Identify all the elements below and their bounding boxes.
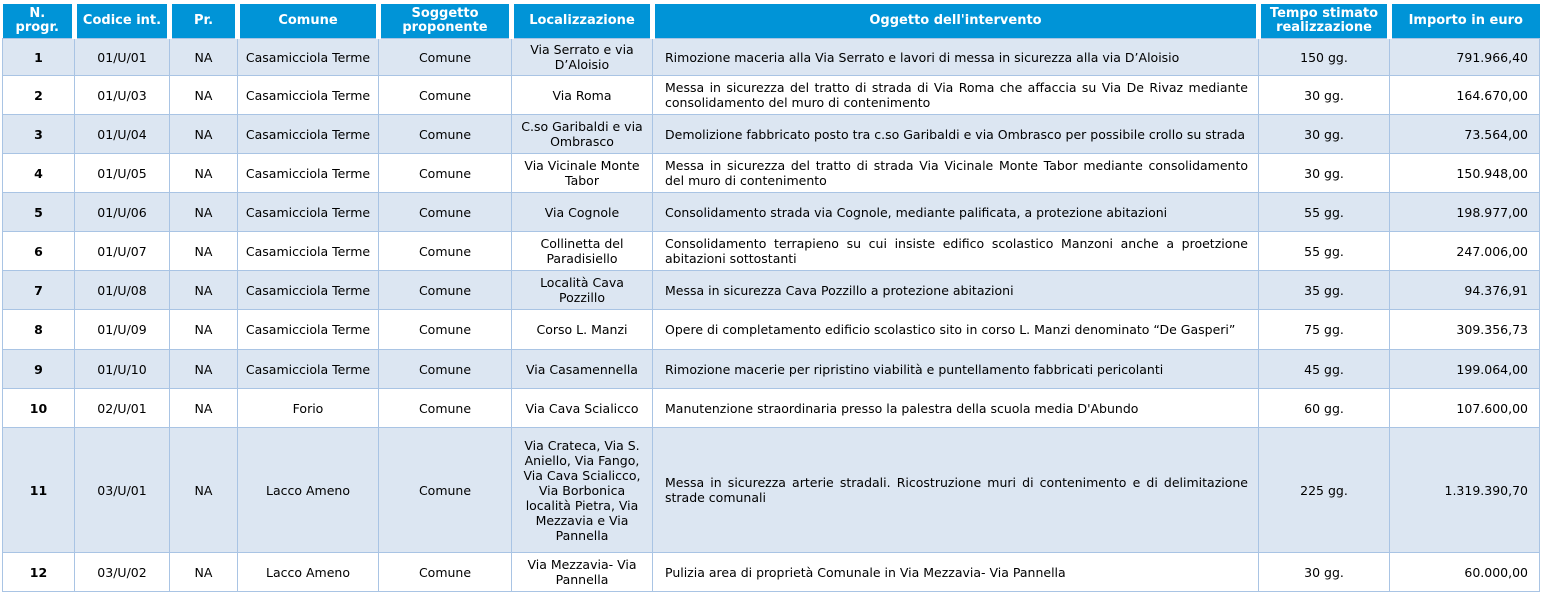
table-row <box>3 350 1540 389</box>
table-row <box>3 193 1540 232</box>
cell-tempo: 225 gg. <box>1259 428 1390 553</box>
cell-codice-int: 03/U/01 <box>75 428 170 553</box>
cell-n-progr: 10 <box>3 389 75 428</box>
cell-codice-int: 03/U/02 <box>75 553 170 592</box>
header-codice-int: Codice int. <box>75 4 170 39</box>
cell-importo: 309.356,73 <box>1390 310 1540 350</box>
cell-comune: Casamicciola Terme <box>238 350 379 389</box>
cell-localizzazione: Via Vicinale Monte Tabor <box>512 154 653 193</box>
cell-comune: Casamicciola Terme <box>238 39 379 76</box>
cell-pr: NA <box>170 154 238 193</box>
cell-importo: 199.064,00 <box>1390 350 1540 389</box>
cell-tempo: 150 gg. <box>1259 39 1390 76</box>
cell-oggetto: Consolidamento terrapieno su cui insiste edifico scolastico Manzoni anche a proetzione abitazioni sottostanti <box>653 232 1259 271</box>
header-pr: Pr. <box>170 4 238 39</box>
interventions-table <box>2 4 1540 592</box>
header-oggetto: Oggetto dell'intervento <box>653 4 1259 39</box>
cell-soggetto-proponente: Comune <box>379 115 512 154</box>
cell-pr: NA <box>170 389 238 428</box>
cell-comune: Lacco Ameno <box>238 428 379 553</box>
cell-pr: NA <box>170 232 238 271</box>
table-row <box>3 553 1540 592</box>
cell-localizzazione: Via Mezzavia- Via Pannella <box>512 553 653 592</box>
table-body <box>3 39 1540 592</box>
cell-localizzazione: Via Roma <box>512 76 653 115</box>
table-row <box>3 389 1540 428</box>
cell-importo: 247.006,00 <box>1390 232 1540 271</box>
cell-comune: Casamicciola Terme <box>238 193 379 232</box>
cell-n-progr: 5 <box>3 193 75 232</box>
cell-oggetto: Opere di completamento edificio scolastico sito in corso L. Manzi denominato “De Gasperi” <box>653 310 1259 350</box>
cell-soggetto-proponente: Comune <box>379 154 512 193</box>
cell-localizzazione: Via Serrato e via D’Aloisio <box>512 39 653 76</box>
table-row <box>3 271 1540 310</box>
header-soggetto-proponente: Soggetto proponente <box>379 4 512 39</box>
cell-codice-int: 01/U/09 <box>75 310 170 350</box>
cell-comune: Casamicciola Terme <box>238 154 379 193</box>
cell-codice-int: 01/U/01 <box>75 39 170 76</box>
cell-tempo: 35 gg. <box>1259 271 1390 310</box>
cell-comune: Casamicciola Terme <box>238 310 379 350</box>
cell-tempo: 30 gg. <box>1259 115 1390 154</box>
cell-n-progr: 8 <box>3 310 75 350</box>
cell-importo: 198.977,00 <box>1390 193 1540 232</box>
cell-comune: Casamicciola Terme <box>238 115 379 154</box>
cell-soggetto-proponente: Comune <box>379 39 512 76</box>
cell-localizzazione: Collinetta del Paradisiello <box>512 232 653 271</box>
table-row <box>3 154 1540 193</box>
cell-importo: 73.564,00 <box>1390 115 1540 154</box>
cell-pr: NA <box>170 350 238 389</box>
cell-localizzazione: Via Casamennella <box>512 350 653 389</box>
cell-importo: 791.966,40 <box>1390 39 1540 76</box>
cell-codice-int: 01/U/05 <box>75 154 170 193</box>
cell-soggetto-proponente: Comune <box>379 76 512 115</box>
cell-codice-int: 01/U/08 <box>75 271 170 310</box>
cell-oggetto: Messa in sicurezza Cava Pozzillo a protezione abitazioni <box>653 271 1259 310</box>
cell-pr: NA <box>170 76 238 115</box>
cell-codice-int: 01/U/06 <box>75 193 170 232</box>
cell-tempo: 75 gg. <box>1259 310 1390 350</box>
cell-importo: 94.376,91 <box>1390 271 1540 310</box>
cell-n-progr: 9 <box>3 350 75 389</box>
cell-tempo: 30 gg. <box>1259 76 1390 115</box>
cell-oggetto: Rimozione macerie per ripristino viabilità e puntellamento fabbricati pericolanti <box>653 350 1259 389</box>
cell-oggetto: Manutenzione straordinaria presso la palestra della scuola media D'Abundo <box>653 389 1259 428</box>
cell-localizzazione: Via Cognole <box>512 193 653 232</box>
cell-soggetto-proponente: Comune <box>379 350 512 389</box>
cell-n-progr: 2 <box>3 76 75 115</box>
header-n-progr: N. progr. <box>3 4 75 39</box>
cell-oggetto: Messa in sicurezza del tratto di strada Via Vicinale Monte Tabor mediante consolidamento del muro di contenimento <box>653 154 1259 193</box>
table-row <box>3 428 1540 553</box>
cell-soggetto-proponente: Comune <box>379 389 512 428</box>
cell-soggetto-proponente: Comune <box>379 428 512 553</box>
cell-oggetto: Consolidamento strada via Cognole, mediante palificata, a protezione abitazioni <box>653 193 1259 232</box>
cell-n-progr: 1 <box>3 39 75 76</box>
cell-importo: 60.000,00 <box>1390 553 1540 592</box>
cell-codice-int: 01/U/07 <box>75 232 170 271</box>
cell-comune: Casamicciola Terme <box>238 271 379 310</box>
table-row <box>3 76 1540 115</box>
cell-pr: NA <box>170 428 238 553</box>
header-tempo: Tempo stimato realizzazione <box>1259 4 1390 39</box>
cell-pr: NA <box>170 39 238 76</box>
header-row <box>3 4 1540 39</box>
cell-n-progr: 4 <box>3 154 75 193</box>
cell-codice-int: 01/U/04 <box>75 115 170 154</box>
cell-oggetto: Messa in sicurezza del tratto di strada di Via Roma che affaccia su Via De Rivaz mediante consolidamento del muro di contenimento <box>653 76 1259 115</box>
cell-tempo: 55 gg. <box>1259 232 1390 271</box>
cell-pr: NA <box>170 553 238 592</box>
table-row <box>3 232 1540 271</box>
cell-localizzazione: C.so Garibaldi e via Ombrasco <box>512 115 653 154</box>
cell-comune: Lacco Ameno <box>238 553 379 592</box>
cell-pr: NA <box>170 115 238 154</box>
cell-soggetto-proponente: Comune <box>379 232 512 271</box>
cell-localizzazione: Via Crateca, Via S. Aniello, Via Fango, Via Cava Scialicco, Via Borbonica località Pietra, Via Mezzavia e Via Pannella <box>512 428 653 553</box>
cell-tempo: 30 gg. <box>1259 553 1390 592</box>
cell-tempo: 55 gg. <box>1259 193 1390 232</box>
table-row <box>3 115 1540 154</box>
cell-pr: NA <box>170 271 238 310</box>
cell-oggetto: Pulizia area di proprietà Comunale in Via Mezzavia- Via Pannella <box>653 553 1259 592</box>
cell-comune: Forio <box>238 389 379 428</box>
cell-comune: Casamicciola Terme <box>238 232 379 271</box>
cell-pr: NA <box>170 310 238 350</box>
cell-localizzazione: Località Cava Pozzillo <box>512 271 653 310</box>
cell-tempo: 60 gg. <box>1259 389 1390 428</box>
cell-codice-int: 02/U/01 <box>75 389 170 428</box>
cell-n-progr: 3 <box>3 115 75 154</box>
cell-importo: 150.948,00 <box>1390 154 1540 193</box>
cell-n-progr: 12 <box>3 553 75 592</box>
cell-oggetto: Messa in sicurezza arterie stradali. Ricostruzione muri di contenimento e di delimitazione strade comunali <box>653 428 1259 553</box>
header-localizzazione: Localizzazione <box>512 4 653 39</box>
cell-localizzazione: Corso L. Manzi <box>512 310 653 350</box>
cell-soggetto-proponente: Comune <box>379 310 512 350</box>
cell-oggetto: Rimozione maceria alla Via Serrato e lavori di messa in sicurezza alla via D’Aloisio <box>653 39 1259 76</box>
table-row <box>3 310 1540 350</box>
cell-soggetto-proponente: Comune <box>379 193 512 232</box>
cell-oggetto: Demolizione fabbricato posto tra c.so Garibaldi e via Ombrasco per possibile crollo su strada <box>653 115 1259 154</box>
header-importo: Importo in euro <box>1390 4 1540 39</box>
header-comune: Comune <box>238 4 379 39</box>
cell-tempo: 30 gg. <box>1259 154 1390 193</box>
cell-tempo: 45 gg. <box>1259 350 1390 389</box>
cell-n-progr: 7 <box>3 271 75 310</box>
cell-importo: 1.319.390,70 <box>1390 428 1540 553</box>
cell-soggetto-proponente: Comune <box>379 553 512 592</box>
cell-importo: 107.600,00 <box>1390 389 1540 428</box>
cell-codice-int: 01/U/10 <box>75 350 170 389</box>
table-row <box>3 39 1540 76</box>
cell-pr: NA <box>170 193 238 232</box>
cell-n-progr: 6 <box>3 232 75 271</box>
cell-comune: Casamicciola Terme <box>238 76 379 115</box>
cell-codice-int: 01/U/03 <box>75 76 170 115</box>
cell-importo: 164.670,00 <box>1390 76 1540 115</box>
cell-n-progr: 11 <box>3 428 75 553</box>
cell-soggetto-proponente: Comune <box>379 271 512 310</box>
cell-localizzazione: Via Cava Scialicco <box>512 389 653 428</box>
